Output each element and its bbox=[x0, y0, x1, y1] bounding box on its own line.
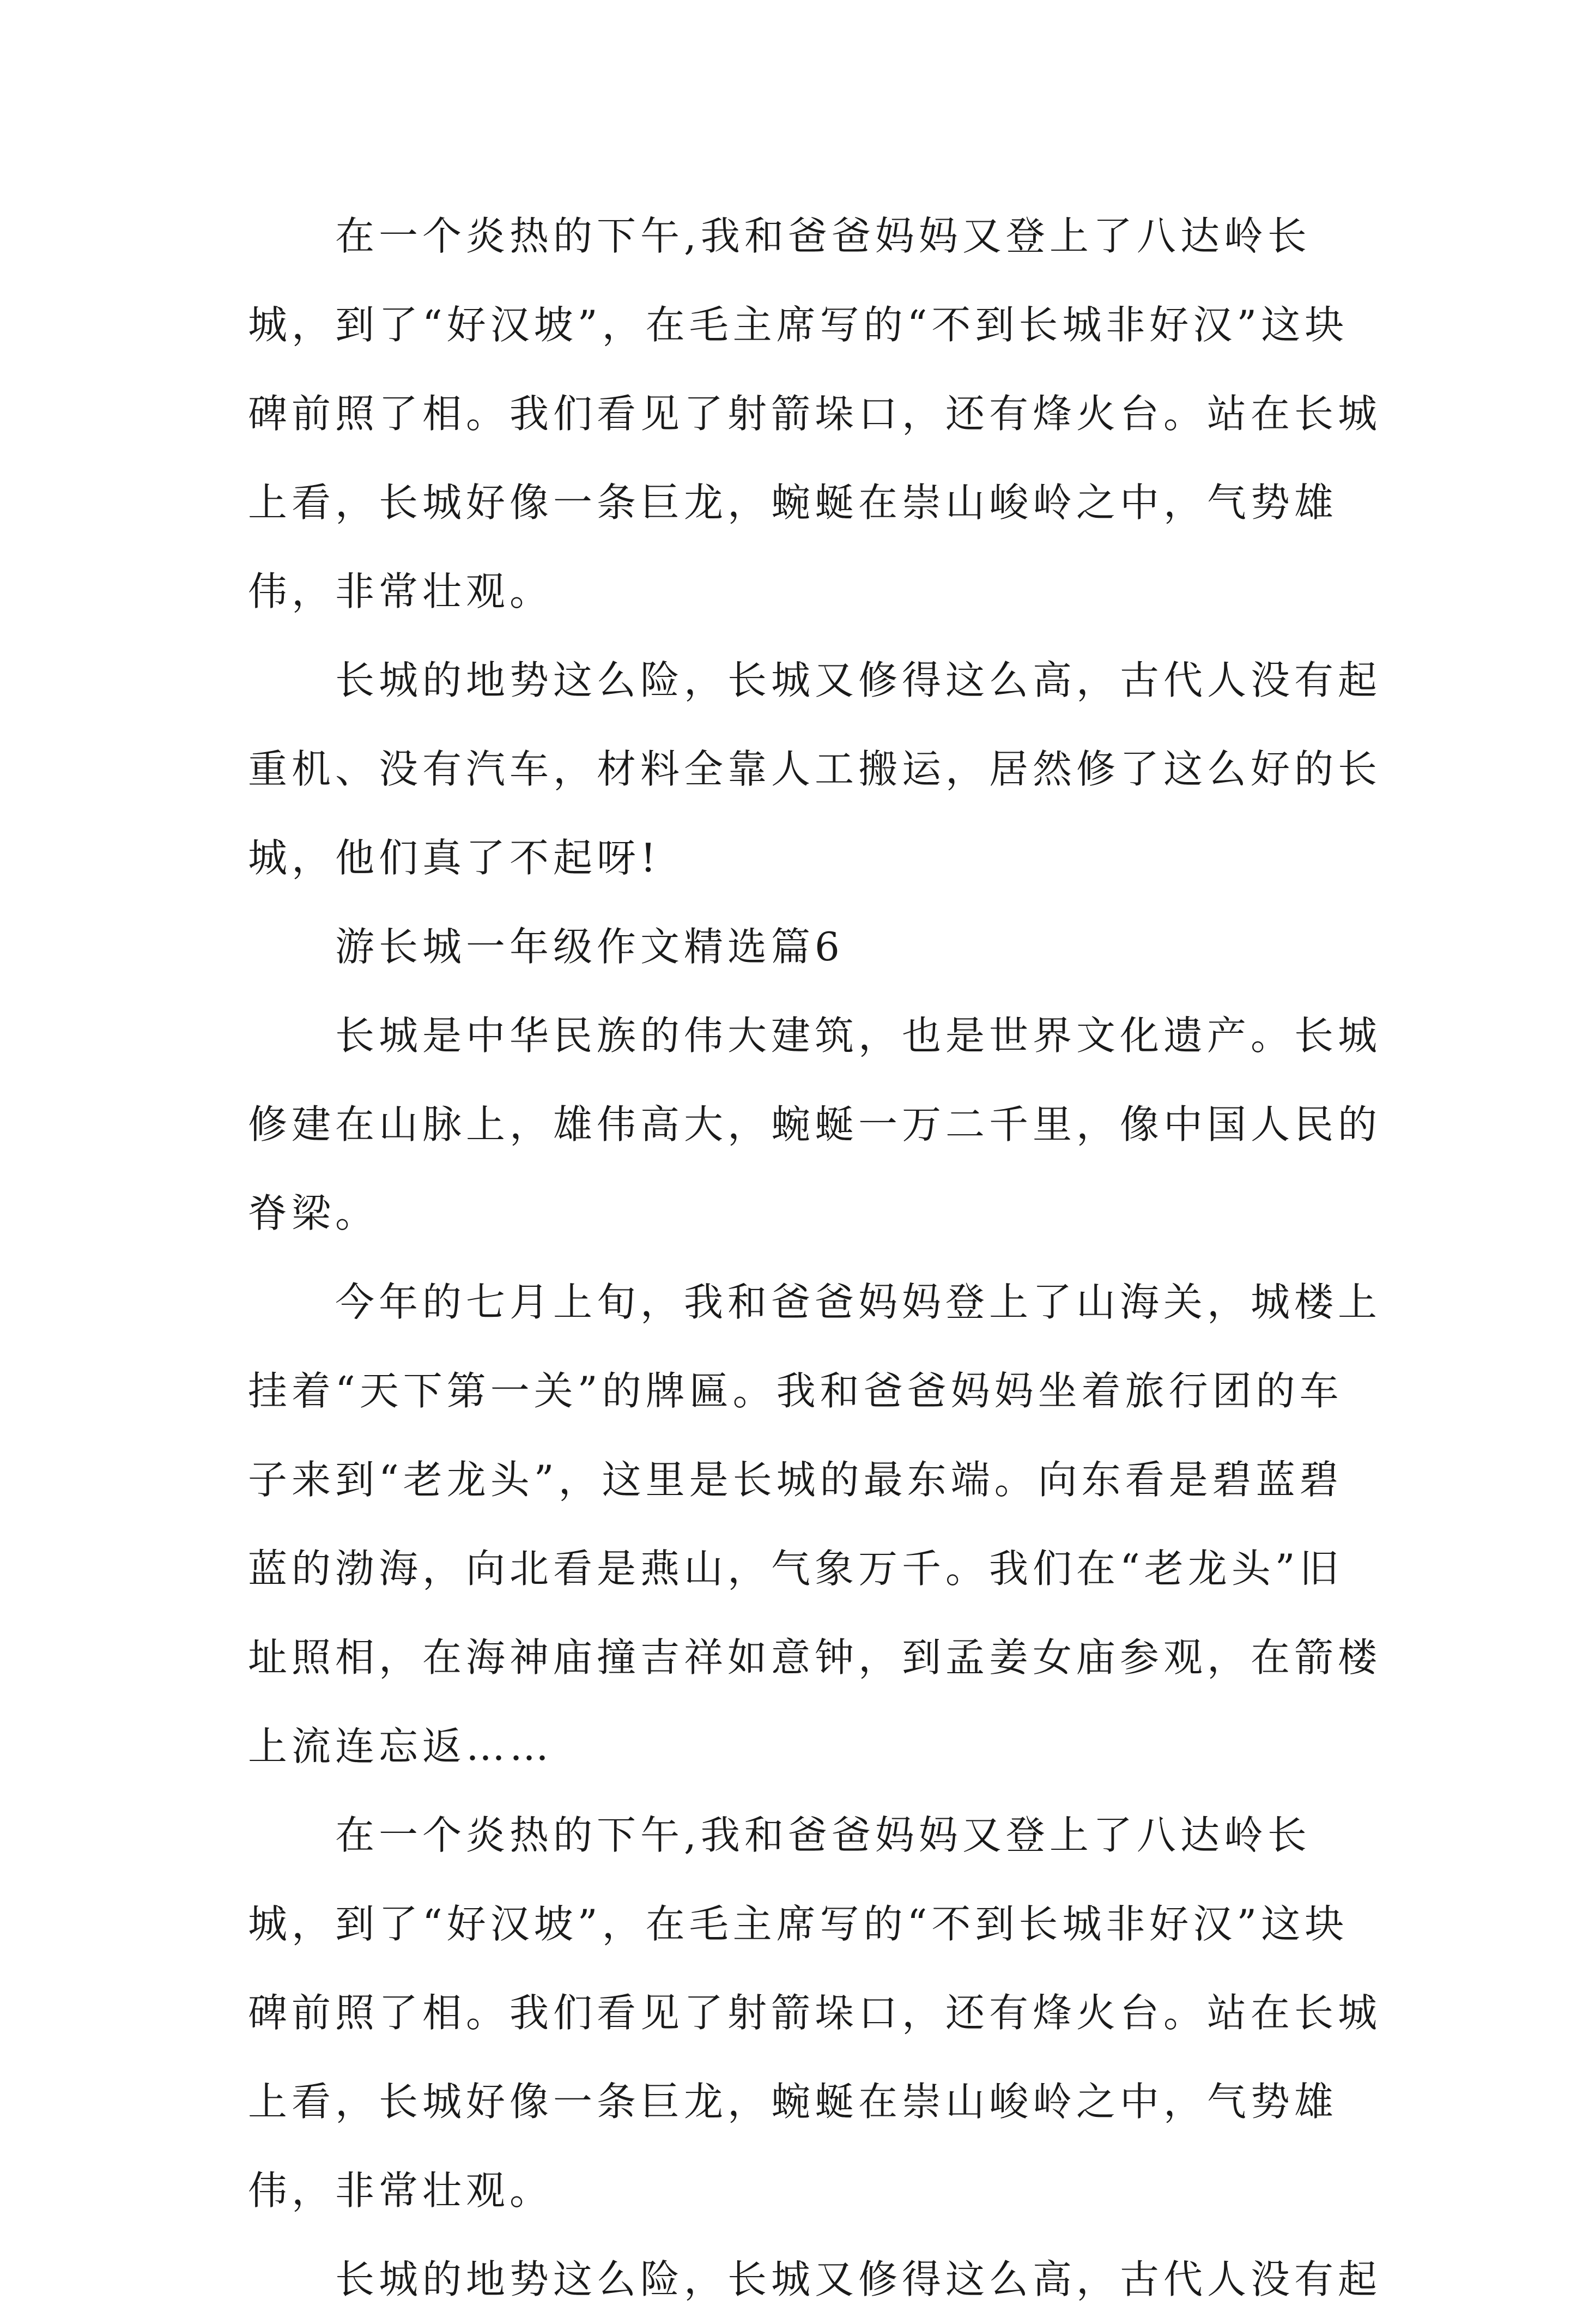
paragraph: 在一个炎热的下午,我和爸爸妈妈又登上了八达岭长城，到了“好汉坡”，在毛主席写的“不到长城非好汉”这块碑前照了相。我们看见了射箭垛口，还有烽火台。站在长城上看，长城好像一条巨龙，蜿蜒在崇山峻岭之中，气势雄伟，非常壮观。 bbox=[248, 213, 1382, 614]
paragraph: 长城的地势这么险，长城又修得这么高，古代人没有起重机、没有汽车，材料全靠人工搬运，居然修了这么好的长城，他们真了不起呀! bbox=[248, 657, 1382, 881]
paragraph: 长城是中华民族的伟大建筑，也是世界文化遗产。长城修建在山脉上，雄伟高大，蜿蜒一万二千里，像中国人民的脊梁。 bbox=[248, 1013, 1382, 1236]
section-heading: 游长城一年级作文精选篇6 bbox=[335, 924, 844, 970]
document-body bbox=[248, 192, 1381, 2324]
paragraph: 在一个炎热的下午,我和爸爸妈妈又登上了八达岭长城，到了“好汉坡”，在毛主席写的“不到长城非好汉”这块碑前照了相。我们看见了射箭垛口，还有烽火台。站在长城上看，长城好像一条巨龙，蜿蜒在崇山峻岭之中，气势雄伟，非常壮观。 bbox=[248, 1812, 1382, 2213]
paragraph: 长城的地势这么险，长城又修得这么高，古代人没有起 bbox=[335, 2256, 1382, 2302]
paragraph: 今年的七月上旬，我和爸爸妈妈登上了山海关，城楼上挂着“天下第一关”的牌匾。我和爸爸妈妈坐着旅行团的车子来到“老龙头”，这里是长城的最东端。向东看是碧蓝碧蓝的渤海，向北看是燕山，气象万千。我们在“老龙头”旧址照相，在海神庙撞吉祥如意钟，到孟姜女庙参观，在箭楼上流连忘返…… bbox=[248, 1279, 1382, 1769]
